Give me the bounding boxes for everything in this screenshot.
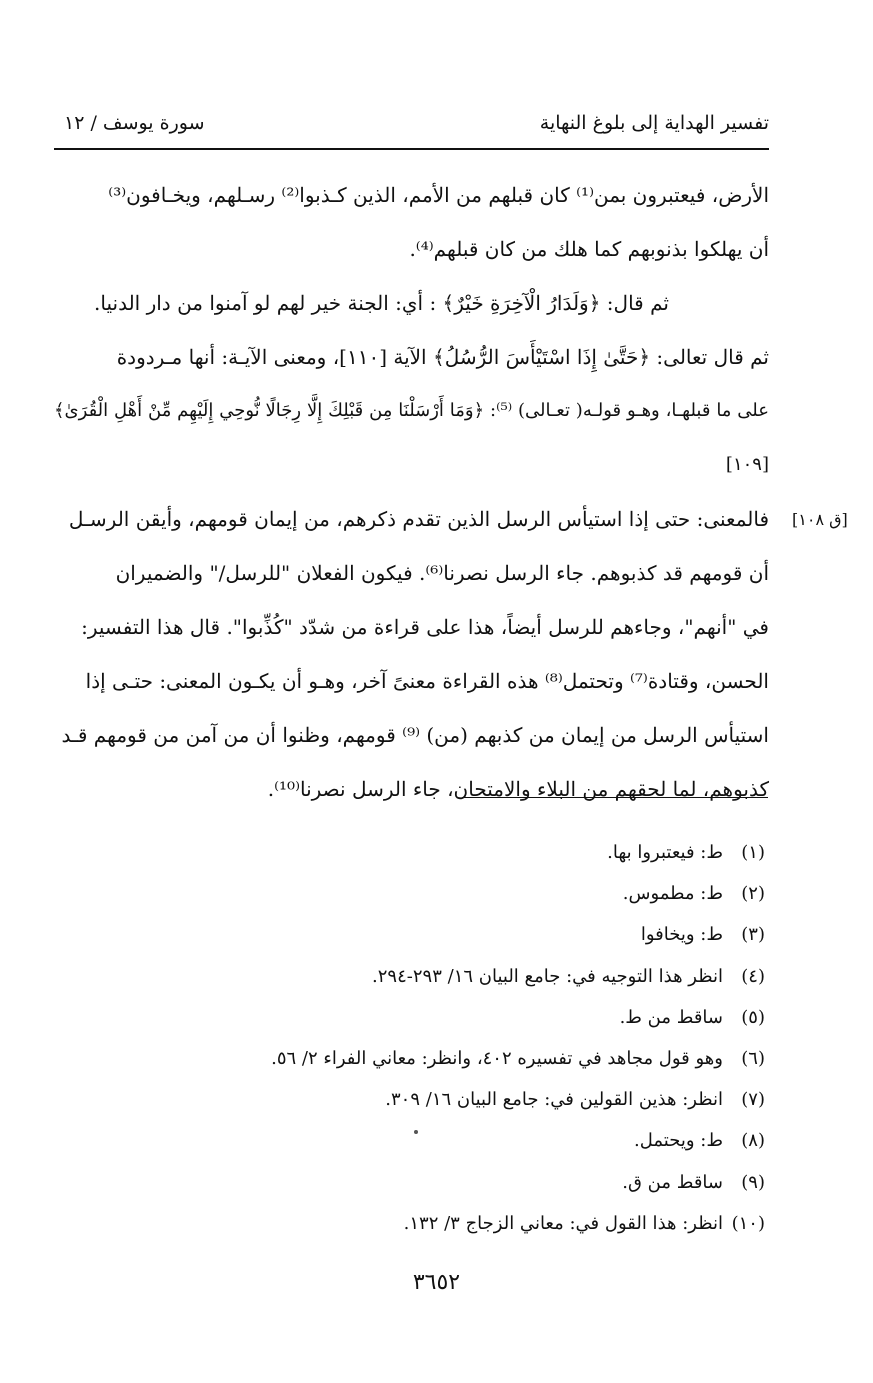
footnote-text: ساقط من ط. [619, 1006, 723, 1028]
footnote-item [165, 1044, 765, 1085]
footnote-number: (٤) [741, 965, 765, 987]
footnote-text: انظر: هذين القولين في: جامع البيان ١٦/ ٣٠٩. [385, 1089, 723, 1111]
footnote-number: (٢) [741, 883, 765, 905]
footnote-number: (١٠) [731, 1212, 765, 1234]
footnote-number: (٨) [741, 1130, 765, 1152]
footnote-item [165, 1085, 765, 1126]
footnote-number: (٩) [741, 1171, 765, 1193]
footnote-item [165, 1209, 765, 1250]
footnote-item [165, 920, 765, 961]
footnote-divider [462, 797, 768, 798]
text-line: الحسن، وقتادة⁽⁷⁾ وتحتمل⁽⁸⁾ هذه القراءة معنىً آخر، وهـو أن يكـون المعنى: حتـى إذا [85, 669, 769, 693]
running-header-book-title: تفسير الهداية إلى بلوغ النهاية [539, 112, 769, 134]
footnote-number: (١) [741, 842, 765, 863]
manuscript-margin-note: [ق ١٠٨] [792, 510, 848, 529]
footnote-item [165, 1126, 765, 1167]
footnote-text: انظر هذا التوجيه في: جامع البيان ١٦/ ٢٩٣-٢٩٤. [372, 965, 723, 987]
header-divider [54, 148, 769, 150]
footnote-text: ط: مطموس. [622, 883, 723, 905]
footnote-text: ط: ويخافوا [640, 924, 723, 946]
page-number: ٣٦٥٢ [412, 1270, 461, 1295]
text-line: استيأس الرسل من إيمان من كذبهم (من) ⁽⁹⁾ قومهم، وظنوا أن من آمن من قومهم قـد [61, 723, 769, 747]
footnote-text: ساقط من ق. [622, 1171, 723, 1193]
ink-speck [414, 1130, 418, 1134]
footnotes [165, 838, 765, 1250]
footnote-number: (٧) [741, 1089, 765, 1111]
text-line: على ما قبلهـا، وهـو قولـه( تعـالى) ⁽⁵⁾: ﴿وَمَا أَرْسَلْنَا مِن قَبْلِكَ إِلَّا رِجَالًا نُّوحِي إِلَيْهِم مِّنْ أَهْلِ الْقُرَىٰ﴾ [١٠٩] [54, 400, 769, 475]
footnote-text: انظر: هذا القول في: معاني الزجاج ٣/ ١٣٢. [403, 1212, 723, 1234]
footnote-item [165, 1168, 765, 1209]
footnote-text: ط: ويحتمل. [634, 1130, 723, 1152]
text-line: ثم قال: ﴿وَلَدَارُ الْآخِرَةِ خَيْرٌ﴾ : أي: الجنة خير لهم لو آمنوا من دار الدنيا. [94, 291, 669, 315]
main-text [54, 168, 769, 816]
text-line: أن قومهم قد كذبوهم. جاء الرسل نصرنا⁽⁶⁾. فيكون الفعلان "للرسل/" والضميران [115, 561, 769, 585]
text-line: ثم قال تعالى: ﴿حَتَّىٰ إِذَا اسْتَيْأَسَ الرُّسُلُ﴾ الآية [١١٠]، ومعنى الآيـة: أنها مـردودة [116, 345, 769, 369]
footnote-number: (٣) [741, 924, 765, 946]
footnote-item [165, 838, 765, 879]
footnote-number: (٥) [741, 1006, 765, 1028]
running-header-surah: سورة يوسف / ١٢ [64, 112, 205, 134]
footnote-item [165, 879, 765, 920]
footnote-number: (٦) [741, 1047, 765, 1069]
text-line: كذبوهم، لما لحقهم من البلاء والامتحان، جاء الرسل نصرنا⁽¹⁰⁾. [267, 777, 769, 801]
text-line: أن يهلكوا بذنوبهم كما هلك من كان قبلهم⁽⁴⁾. [409, 237, 769, 261]
text-line: في "أنهم"، وجاءهم للرسل أيضاً، هذا على قراءة من شدّد "كُذِّبوا". قال هذا التفسير: [81, 615, 769, 639]
text-line: الأرض، فيعتبرون بمن⁽¹⁾ كان قبلهم من الأمم، الذين كـذبوا⁽²⁾ رسـلهم، ويخـافون⁽³⁾ [108, 183, 769, 207]
footnote-text: وهو قول مجاهد في تفسيره ٤٠٢، وانظر: معاني الفراء ٢/ ٥٦. [271, 1047, 723, 1069]
footnote-text: ط: فيعتبروا بها. [607, 842, 723, 863]
footnote-item [165, 1003, 765, 1044]
text-line: فالمعنى: حتى إذا استيأس الرسل الذين تقدم ذكرهم، من إيمان قومهم، وأيقن الرسـل [68, 507, 769, 531]
footnote-item [165, 962, 765, 1003]
